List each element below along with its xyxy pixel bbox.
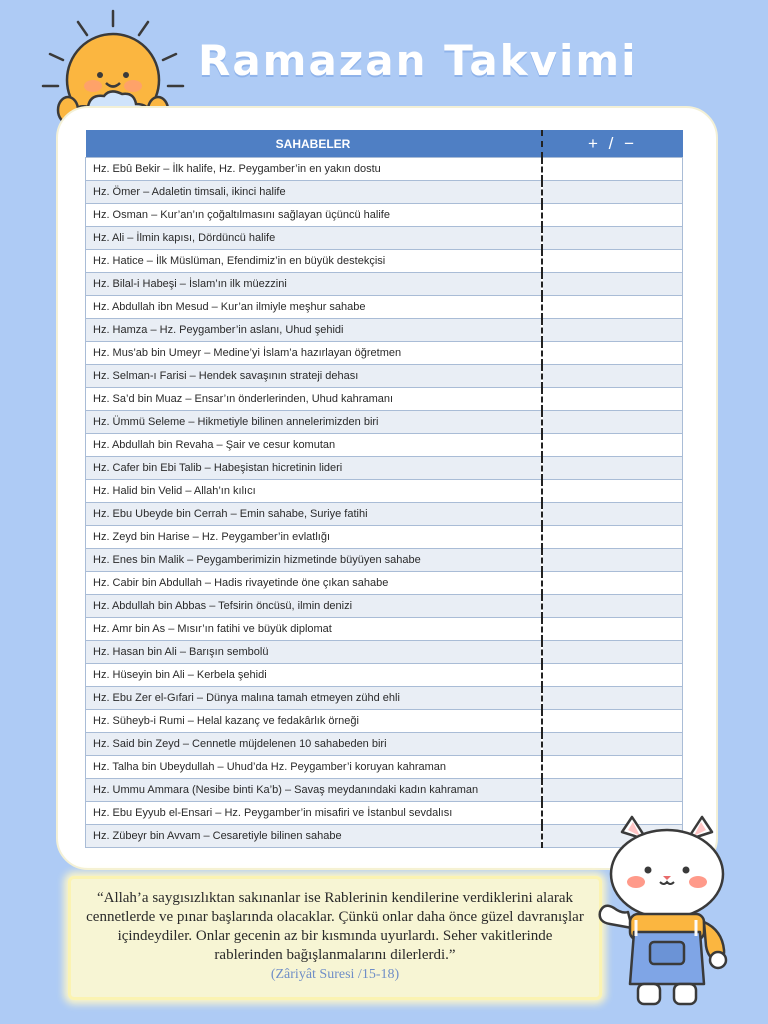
table-row — [86, 572, 683, 595]
check-cell[interactable] — [542, 273, 683, 296]
table-row — [86, 756, 683, 779]
cat-mascot-icon — [592, 812, 742, 1012]
table-row — [86, 342, 683, 365]
table-row — [86, 365, 683, 388]
table-row — [86, 319, 683, 342]
column-header-check: + / − — [542, 130, 683, 158]
check-cell[interactable] — [542, 641, 683, 664]
sahabeler-table — [85, 130, 683, 848]
page-title: Ramazan Takvimi — [198, 36, 638, 85]
table-row — [86, 526, 683, 549]
table-row — [86, 618, 683, 641]
table-row — [86, 227, 683, 250]
sahabe-name-cell: Hz. Abdullah bin Abbas – Tefsirin öncüsü, ilmin denizi — [86, 595, 542, 618]
check-cell[interactable] — [542, 618, 683, 641]
table-row — [86, 503, 683, 526]
check-cell[interactable] — [542, 549, 683, 572]
column-header-sahabeler: SAHABELER — [86, 130, 542, 158]
sahabe-name-cell: Hz. Ebu Zer el-Gıfari – Dünya malına tamah etmeyen zühd ehli — [86, 687, 542, 710]
sahabe-name-cell: Hz. Sa’d bin Muaz – Ensar’ın önderlerinden, Uhud kahramanı — [86, 388, 542, 411]
sahabe-name-cell: Hz. Hatice – İlk Müslüman, Efendimiz’in en büyük destekçisi — [86, 250, 542, 273]
sahabe-name-cell: Hz. Ebu Ubeyde bin Cerrah – Emin sahabe, Suriye fatihi — [86, 503, 542, 526]
sahabe-name-cell: Hz. Talha bin Ubeydullah – Uhud’da Hz. Peygamber’i koruyan kahraman — [86, 756, 542, 779]
table-row — [86, 388, 683, 411]
check-cell[interactable] — [542, 296, 683, 319]
quote-text: “Allah’a saygısızlıktan sakınanlar ise Rablerinin kendilerine verdiklerini alarak cennetlerde ve pınar başlarında olacaklar. Çünkü onlar daha önce güzel davranışlar içindeydiler. Onlar gecenin az bir kısmında uyurlardı. Seher vakitlerinde rablerinden bağışlanmalarını dilerlerdi.” — [86, 890, 584, 963]
check-cell[interactable] — [542, 733, 683, 756]
sahabe-name-cell: Hz. Abdullah bin Revaha – Şair ve cesur komutan — [86, 434, 542, 457]
quote-box — [68, 876, 602, 1000]
sahabe-name-cell: Hz. Mus’ab bin Umeyr – Medine’yi İslam’a hazırlayan öğretmen — [86, 342, 542, 365]
check-cell[interactable] — [542, 779, 683, 802]
table-header-row — [86, 130, 683, 158]
check-cell[interactable] — [542, 526, 683, 549]
table-row — [86, 204, 683, 227]
table-row — [86, 158, 683, 181]
table-row — [86, 710, 683, 733]
check-cell[interactable] — [542, 204, 683, 227]
table-row — [86, 457, 683, 480]
sahabe-name-cell: Hz. Zeyd bin Harise – Hz. Peygamber’in evlatlığı — [86, 526, 542, 549]
table-row — [86, 687, 683, 710]
table-row — [86, 641, 683, 664]
table-row — [86, 411, 683, 434]
sahabe-name-cell: Hz. Ebû Bekir – İlk halife, Hz. Peygamber’in en yakın dostu — [86, 158, 542, 181]
sahabe-name-cell: Hz. Enes bin Malik – Peygamberimizin hizmetinde büyüyen sahabe — [86, 549, 542, 572]
check-cell[interactable] — [542, 687, 683, 710]
sahabe-name-cell: Hz. Ebu Eyyub el-Ensari – Hz. Peygamber’in misafiri ve İstanbul sevdalısı — [86, 802, 542, 825]
quote-source: (Zâriyât Suresi /15-18) — [270, 967, 400, 982]
table-row — [86, 733, 683, 756]
sahabe-name-cell: Hz. Amr bin As – Mısır’ın fatihi ve büyük diplomat — [86, 618, 542, 641]
check-cell[interactable] — [542, 365, 683, 388]
table-row — [86, 595, 683, 618]
check-cell[interactable] — [542, 388, 683, 411]
table-row — [86, 549, 683, 572]
sahabe-name-cell: Hz. Cafer bin Ebi Talib – Habeşistan hicretinin lideri — [86, 457, 542, 480]
sahabe-name-cell: Hz. Ömer – Adaletin timsali, ikinci halife — [86, 181, 542, 204]
table-row — [86, 250, 683, 273]
check-cell[interactable] — [542, 572, 683, 595]
check-cell[interactable] — [542, 319, 683, 342]
table-row — [86, 273, 683, 296]
table-row — [86, 296, 683, 319]
check-cell[interactable] — [542, 457, 683, 480]
check-cell[interactable] — [542, 227, 683, 250]
check-cell[interactable] — [542, 710, 683, 733]
check-cell[interactable] — [542, 756, 683, 779]
sahabe-name-cell: Hz. Zübeyr bin Avvam – Cesaretiyle bilinen sahabe — [86, 825, 542, 848]
table-row — [86, 664, 683, 687]
check-cell[interactable] — [542, 595, 683, 618]
check-cell[interactable] — [542, 434, 683, 457]
sahabe-name-cell: Hz. Ümmü Seleme – Hikmetiyle bilinen annelerimizden biri — [86, 411, 542, 434]
sahabe-name-cell: Hz. Halid bin Velid – Allah’ın kılıcı — [86, 480, 542, 503]
sahabe-name-cell: Hz. Abdullah ibn Mesud – Kur’an ilmiyle meşhur sahabe — [86, 296, 542, 319]
sahabe-name-cell: Hz. Ummu Ammara (Nesibe binti Ka’b) – Savaş meydanındaki kadın kahraman — [86, 779, 542, 802]
table-row — [86, 181, 683, 204]
sahabe-name-cell: Hz. Ali – İlmin kapısı, Dördüncü halife — [86, 227, 542, 250]
table-row — [86, 480, 683, 503]
sahabe-name-cell: Hz. Selman-ı Farisi – Hendek savaşının strateji dehası — [86, 365, 542, 388]
sahabe-name-cell: Hz. Said bin Zeyd – Cennetle müjdelenen 10 sahabeden biri — [86, 733, 542, 756]
sahabe-name-cell: Hz. Osman – Kur’an’ın çoğaltılmasını sağlayan üçüncü halife — [86, 204, 542, 227]
check-cell[interactable] — [542, 181, 683, 204]
check-cell[interactable] — [542, 250, 683, 273]
check-cell[interactable] — [542, 664, 683, 687]
sahabe-name-cell: Hz. Hüseyin bin Ali – Kerbela şehidi — [86, 664, 542, 687]
sahabe-name-cell: Hz. Hasan bin Ali – Barışın sembolü — [86, 641, 542, 664]
check-cell[interactable] — [542, 158, 683, 181]
check-cell[interactable] — [542, 411, 683, 434]
table-row — [86, 434, 683, 457]
table-row — [86, 779, 683, 802]
check-cell[interactable] — [542, 503, 683, 526]
sahabe-name-cell: Hz. Hamza – Hz. Peygamber’in aslanı, Uhud şehidi — [86, 319, 542, 342]
check-cell[interactable] — [542, 342, 683, 365]
check-cell[interactable] — [542, 480, 683, 503]
sahabe-name-cell: Hz. Bilal-i Habeşi – İslam’ın ilk müezzini — [86, 273, 542, 296]
sahabe-name-cell: Hz. Cabir bin Abdullah – Hadis rivayetinde öne çıkan sahabe — [86, 572, 542, 595]
sahabe-name-cell: Hz. Süheyb-i Rumi – Helal kazanç ve fedakârlık örneği — [86, 710, 542, 733]
